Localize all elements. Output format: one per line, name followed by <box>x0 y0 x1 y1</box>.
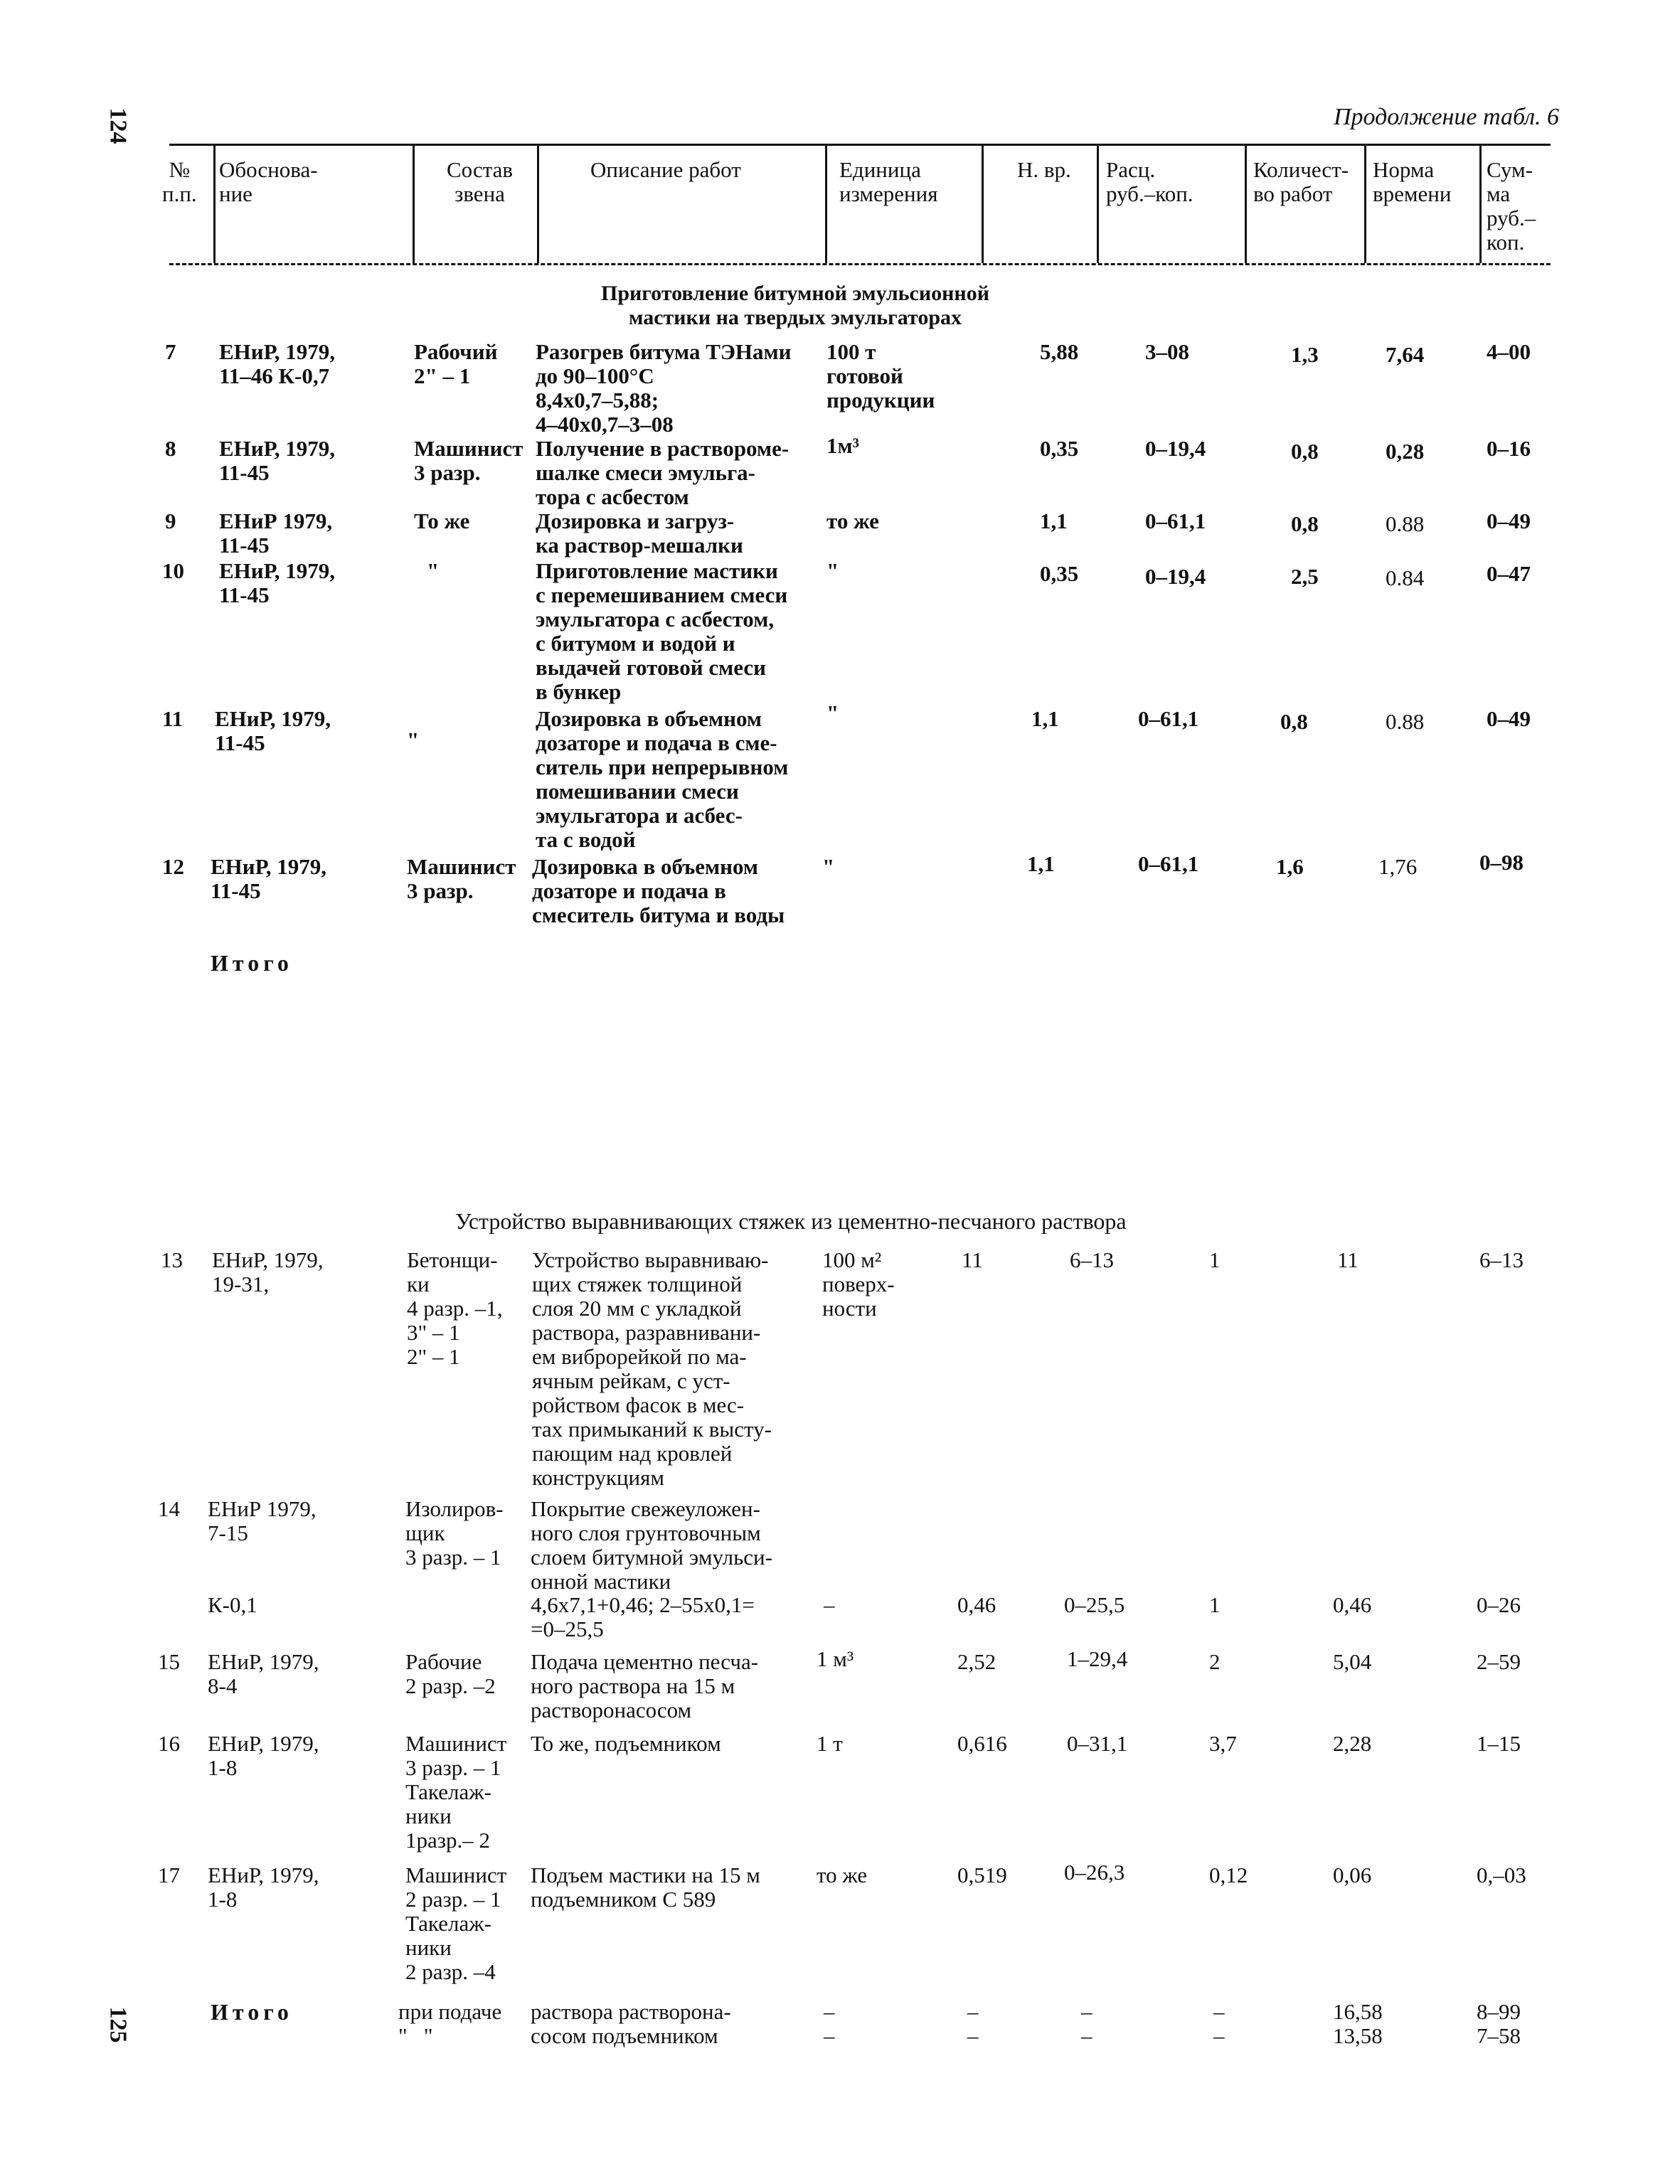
row-hvr: 0,35 <box>1040 436 1079 461</box>
row-sum: 1–15 <box>1477 1731 1521 1756</box>
row-hvr: 0,35 <box>1040 561 1079 586</box>
row-num: 9 <box>165 508 176 533</box>
row-unit: 1 т <box>817 1731 843 1756</box>
row-num: 16 <box>158 1731 180 1756</box>
row-norm: 11 <box>1337 1247 1359 1272</box>
row-desc: Подача цементно песча- ного раствора на 15 м растворонасосом <box>531 1649 759 1722</box>
header-norm: Норма времени <box>1373 157 1452 206</box>
row-rate: 0–19,4 <box>1145 436 1206 461</box>
row-unit: то же <box>826 508 879 533</box>
itogo-norm: 16,58 13,58 <box>1333 1999 1383 2048</box>
row-crew: Машинист 3 разр. <box>414 436 523 485</box>
header-basis: Обоснова- ние <box>219 157 318 206</box>
row-qty: 2 <box>1209 1649 1221 1674</box>
row-num: 13 <box>161 1247 183 1272</box>
row-hvr: 1,1 <box>1040 508 1068 533</box>
header-divider <box>213 144 216 263</box>
row-desc: Приготовление мастики с перемешиванием смеси эмульгатора с асбестом, с битумом и водой и выдачей готовой смеси в бункер <box>536 558 788 704</box>
row-sum: 0,–03 <box>1477 1863 1526 1887</box>
row-rate: 6–13 <box>1070 1247 1114 1272</box>
row-norm: 0,28 <box>1386 439 1425 464</box>
header-top-rule <box>169 144 1551 146</box>
row-basis: ЕНиР 1979, 7-15 <box>208 1496 317 1545</box>
section-title-2: Устройство выравнивающих стяжек из цементно-песчаного раствора <box>455 1208 1127 1234</box>
header-divider <box>537 144 539 263</box>
row-crew: Рабочие 2 разр. –2 <box>405 1649 496 1698</box>
row-unit: – <box>824 1592 835 1617</box>
row-norm: 1,76 <box>1378 854 1418 879</box>
row-crew: " <box>407 728 420 752</box>
itogo-rate: – – <box>1081 1999 1092 2048</box>
row-sum: 0–98 <box>1479 850 1524 875</box>
header-rate: Расц. руб.–коп. <box>1106 157 1193 206</box>
row-unit: " <box>826 558 839 583</box>
row-norm: 0.88 <box>1386 511 1425 536</box>
row-rate: 0–25,5 <box>1064 1592 1125 1617</box>
row-basis: ЕНиР, 1979, 11-45 <box>219 558 335 607</box>
row-basis: ЕНиР, 1979, 1-8 <box>208 1863 319 1912</box>
header-desc: Описание работ <box>590 157 741 182</box>
header-qty: Количест- во работ <box>1253 157 1349 206</box>
row-sum: 0–16 <box>1487 436 1531 461</box>
header-divider <box>982 144 984 263</box>
row-basis: ЕНиР, 1979, 11–46 К-0,7 <box>219 339 335 388</box>
row-norm: 0.84 <box>1386 565 1425 590</box>
row-sum: 0–49 <box>1487 706 1531 731</box>
itogo-desc: раствора растворона- сосом подъемником <box>531 1999 731 2048</box>
row-hvr: 0,46 <box>957 1592 996 1617</box>
row-rate: 1–29,4 <box>1067 1646 1128 1671</box>
row-crew: Машинист 2 разр. – 1 Такелаж- ники 2 разр. –4 <box>405 1863 507 1984</box>
row-sum: 4–00 <box>1487 339 1531 364</box>
row-norm: 0,06 <box>1333 1863 1372 1887</box>
row-qty: 1 <box>1209 1247 1221 1272</box>
header-divider <box>1479 144 1482 263</box>
row-hvr: 1,1 <box>1031 706 1059 731</box>
itogo-sum: 8–99 7–58 <box>1477 1999 1521 2048</box>
row-rate: 3–08 <box>1145 339 1189 364</box>
row-hvr: 11 <box>962 1247 983 1272</box>
row-rate: 0–61,1 <box>1138 851 1199 876</box>
row-norm: 2,28 <box>1333 1731 1372 1756</box>
row-num: 10 <box>162 558 184 583</box>
row-sum: 0–49 <box>1487 508 1531 533</box>
row-qty: 1,6 <box>1276 854 1304 879</box>
row-hvr: 0,616 <box>957 1731 1007 1756</box>
section-title-1: Приготовление битумной эмульсионной мастики на твердых эмульгаторах <box>601 282 989 329</box>
row-desc: Покрытие свежеуложен- ного слоя грунтовочным слоем битумной эмульси- онной мастики <box>531 1496 772 1594</box>
row-sum: 2–59 <box>1477 1649 1521 1674</box>
itogo-label: Итого <box>211 1999 293 2025</box>
row-desc: Устройство выравниваю- щих стяжек толщиной слоя 20 мм с укладкой раствора, разравнивани- ем виброрейкой по ма- ячным рейкам, с уст- ройством фасок в мес- тах примыканий к высту- пающим над кровлей конструкциям <box>532 1247 772 1490</box>
row-rate: 0–61,1 <box>1145 508 1206 533</box>
row-num: 11 <box>162 706 184 731</box>
itogo-crew: при подаче " " <box>398 1999 502 2048</box>
page-number-bottom: 125 <box>105 2006 132 2043</box>
row-crew: Рабочий 2" – 1 <box>414 339 498 388</box>
row-hvr: 2,52 <box>957 1649 996 1674</box>
row-crew: Бетонщи- ки 4 разр. –1, 3" – 1 2" – 1 <box>407 1247 503 1369</box>
row-norm: 5,04 <box>1333 1649 1372 1674</box>
row-hvr: 0,519 <box>957 1863 1007 1887</box>
row-basis: ЕНиР, 1979, 1-8 <box>208 1731 319 1780</box>
header-bottom-rule <box>169 263 1551 265</box>
row-qty: 1 <box>1209 1592 1221 1617</box>
row-sum: 6–13 <box>1479 1247 1524 1272</box>
header-divider <box>1245 144 1247 263</box>
row-crew: Машинист 3 разр. – 1 Такелаж- ники 1разр.– 2 <box>405 1731 507 1853</box>
row-rate: 0–31,1 <box>1067 1731 1128 1756</box>
row-desc: Дозировка и загруз- ка раствор-мешалки <box>536 508 743 558</box>
header-sum: Сум- ма руб.– коп. <box>1487 157 1536 255</box>
row-crew: " <box>427 558 440 583</box>
row-num: 8 <box>165 436 176 461</box>
header-divider <box>825 144 827 263</box>
row-hvr: 1,1 <box>1027 851 1055 876</box>
row-num: 15 <box>158 1649 180 1674</box>
row-desc: 4,6х7,1+0,46; 2–55х0,1= =0–25,5 <box>531 1592 755 1641</box>
header-crew: Состав звена <box>447 157 514 206</box>
row-desc: Получение в раствороме- шалке смеси эмульга- тора с асбестом <box>536 436 790 509</box>
row-rate: 0–61,1 <box>1138 706 1199 731</box>
row-norm: 0.88 <box>1386 709 1425 734</box>
row-qty: 0,12 <box>1209 1863 1248 1887</box>
row-hvr: 5,88 <box>1040 339 1079 364</box>
itogo-hvr: – – <box>967 1999 979 2048</box>
row-qty: 0,8 <box>1280 709 1308 734</box>
row-rate: 0–26,3 <box>1064 1860 1125 1885</box>
row-crew: Машинист 3 разр. <box>407 854 516 903</box>
row-num: 12 <box>162 854 184 879</box>
row-qty: 0,8 <box>1291 439 1319 464</box>
row-qty: 0,8 <box>1291 511 1319 536</box>
header-divider <box>1364 144 1366 263</box>
row-unit: " <box>826 701 839 725</box>
row-basis: К-0,1 <box>208 1592 257 1617</box>
itogo-label: Итого <box>211 950 293 976</box>
row-qty: 3,7 <box>1209 1731 1237 1756</box>
row-unit: " <box>822 854 835 879</box>
row-qty: 2,5 <box>1291 564 1319 589</box>
row-unit: 1м³ <box>826 433 859 458</box>
row-crew: То же <box>414 508 470 533</box>
row-qty: 1,3 <box>1291 342 1319 367</box>
row-sum: 0–26 <box>1477 1592 1521 1617</box>
row-unit: 100 м² поверх- ности <box>822 1247 895 1321</box>
row-rate: 0–19,4 <box>1145 564 1206 589</box>
row-desc: Разогрев битума ТЭНами до 90–100°С 8,4х0,7–5,88; 4–40х0,7–3–08 <box>536 339 792 437</box>
row-basis: ЕНиР, 1979, 11-45 <box>219 436 335 485</box>
row-unit: 1 м³ <box>817 1646 854 1671</box>
row-desc: Подъем мастики на 15 м подъемником С 589 <box>531 1863 760 1912</box>
header-divider <box>413 144 415 263</box>
row-norm: 7,64 <box>1386 342 1425 367</box>
row-unit: то же <box>817 1863 868 1887</box>
row-num: 17 <box>158 1863 180 1887</box>
header-num: № п.п. <box>162 157 197 206</box>
row-basis: ЕНиР, 1979, 19-31, <box>212 1247 324 1296</box>
itogo-qty: – – <box>1213 1999 1225 2048</box>
page-number-top: 124 <box>105 107 132 144</box>
row-basis: ЕНиР, 1979, 11-45 <box>211 854 326 903</box>
row-basis: ЕНиР 1979, 11-45 <box>219 508 333 558</box>
row-desc: То же, подъемником <box>531 1731 721 1756</box>
header-unit: Единица измерения <box>839 157 938 206</box>
row-basis: ЕНиР, 1979, 8-4 <box>208 1649 319 1698</box>
header-hvr: Н. вр. <box>1017 157 1071 182</box>
row-sum: 0–47 <box>1487 561 1531 586</box>
header-divider <box>1097 144 1099 263</box>
itogo-unit: – – <box>824 1999 835 2048</box>
row-num: 14 <box>158 1496 180 1521</box>
row-num: 7 <box>165 339 176 364</box>
row-desc: Дозировка в объемном дозаторе и подача в сме- ситель при непрерывном помешивании смеси эмульгатора и асбес- та с водой <box>536 706 789 852</box>
row-crew: Изолиров- щик 3 разр. – 1 <box>405 1496 504 1570</box>
row-unit: 100 т готовой продукции <box>826 339 935 412</box>
continuation-caption: Продолжение табл. 6 <box>1334 104 1560 130</box>
row-norm: 0,46 <box>1333 1592 1372 1617</box>
row-basis: ЕНиР, 1979, 11-45 <box>215 706 331 755</box>
row-desc: Дозировка в объемном дозаторе и подача в смеситель битума и воды <box>532 854 785 927</box>
